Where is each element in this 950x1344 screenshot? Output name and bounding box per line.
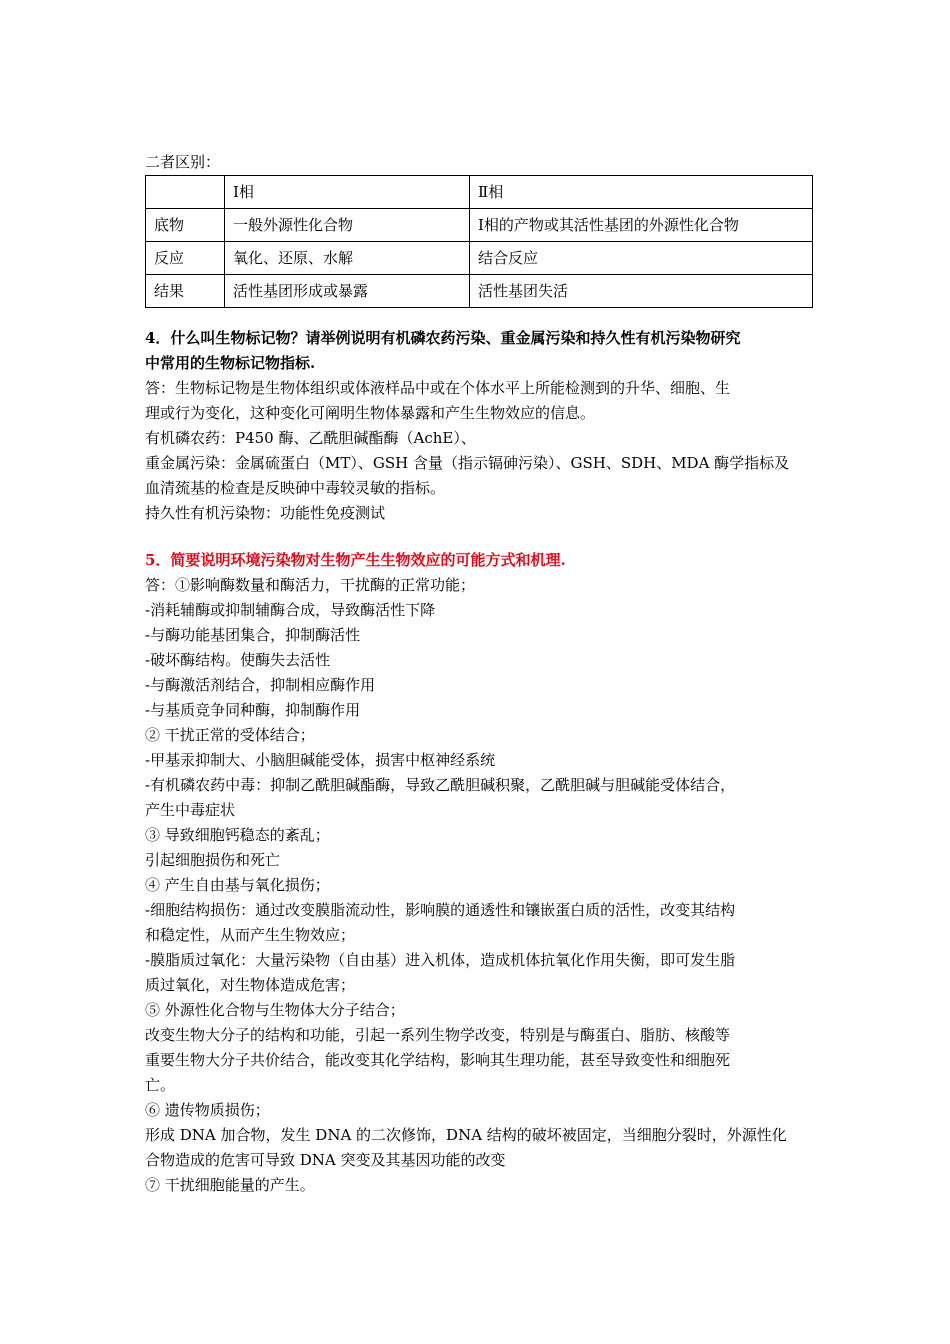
answer-line: -消耗辅酶或抑制辅酶合成，导致酶活性下降 (145, 601, 436, 619)
table-row (146, 242, 813, 275)
answer-line: 和稳定性，从而产生生物效应； (145, 926, 356, 944)
answer-line: -与基质竞争同种酶，抑制酶作用 (145, 701, 361, 719)
answer-line: 合物造成的危害可导致 DNA 突变及其基因功能的改变 (145, 1151, 506, 1169)
document-page (145, 150, 815, 1198)
phase-comparison-table (145, 175, 813, 308)
answer-line: -破坏酶结构。使酶失去活性 (145, 651, 331, 669)
question-4-line2: 中常用的生物标记物指标. (145, 354, 316, 372)
answer-line: 产生中毒症状 (145, 801, 236, 819)
answer-line: ② 干扰正常的受体结合； (145, 726, 315, 744)
table-cell: 底物 (146, 209, 225, 242)
answer-line: 血清巯基的检查是反映砷中毒较灵敏的指标。 (145, 479, 446, 497)
table-cell: 一般外源性化合物 (225, 209, 470, 242)
table-cell: Ⅰ相的产物或其活性基团的外源性化合物 (470, 209, 813, 242)
table-cell: 反应 (146, 242, 225, 275)
table-row (146, 275, 813, 308)
answer-line: ⑥ 遗传物质损伤； (145, 1101, 270, 1119)
answer-line: -甲基汞抑制大、小脑胆碱能受体，损害中枢神经系统 (145, 751, 496, 769)
answer-line: 亡。 (145, 1076, 176, 1094)
table-header-cell: Ⅰ相 (225, 176, 470, 209)
answer-line: ⑦ 干扰细胞能量的产生。 (145, 1176, 315, 1194)
table-header-row (146, 176, 813, 209)
table-cell: 结果 (146, 275, 225, 308)
table-cell: 活性基团失活 (470, 275, 813, 308)
answer-5 (145, 573, 815, 1198)
answer-line: 引起细胞损伤和死亡 (145, 851, 281, 869)
answer-line: 形成 DNA 加合物，发生 DNA 的二次修饰，DNA 结构的破坏被固定，当细胞分裂时，外源性化 (145, 1126, 787, 1144)
answer-line: 重要生物大分子共价结合，能改变其化学结构，影响其生理功能，甚至导致变性和细胞死 (145, 1051, 731, 1069)
answer-line: 有机磷农药：P450 酶、乙酰胆碱酯酶（AchE）、 (145, 429, 476, 447)
answer-line: 改变生物大分子的结构和功能，引起一系列生物学改变，特别是与酶蛋白、脂肪、核酸等 (145, 1026, 731, 1044)
spacer (145, 526, 815, 548)
compare-intro: 二者区别： (145, 153, 221, 171)
question-4-line1: 4．什么叫生物标记物？请举例说明有机磷农药污染、重金属污染和持久性有机污染物研究 (145, 329, 741, 347)
answer-line: -与酶激活剂结合，抑制相应酶作用 (145, 676, 376, 694)
answer-line: 质过氧化，对生物体造成危害； (145, 976, 356, 994)
answer-line: ③ 导致细胞钙稳态的紊乱； (145, 826, 330, 844)
answer-4 (145, 376, 815, 526)
answer-line: 持久性有机污染物：功能性免疫测试 (145, 504, 386, 522)
answer-line: 理或行为变化，这种变化可阐明生物体暴露和产生生物效应的信息。 (145, 404, 596, 422)
answer-line: 重金属污染：金属硫蛋白（MT）、GSH 含量（指示镉砷污染）、GSH、SDH、MDA 酶学指标及 (145, 454, 790, 472)
table-row (146, 209, 813, 242)
answer-line: -膜脂质过氧化：大量污染物（自由基）进入机体，造成机体抗氧化作用失衡，即可发生脂 (145, 951, 736, 969)
table-cell: 结合反应 (470, 242, 813, 275)
answer-line: ④ 产生自由基与氧化损伤； (145, 876, 330, 894)
question-5: 5．简要说明环境污染物对生物产生生物效应的可能方式和机理. (145, 551, 566, 569)
table-cell: 氧化、还原、水解 (225, 242, 470, 275)
answer-line: -与酶功能基团集合，抑制酶活性 (145, 626, 361, 644)
spacer (145, 308, 815, 326)
table-cell: 活性基团形成或暴露 (225, 275, 470, 308)
answer-line: 答：①影响酶数量和酶活力，干扰酶的正常功能； (145, 576, 476, 594)
answer-line: ⑤ 外源性化合物与生物体大分子结合； (145, 1001, 405, 1019)
table-header-cell (146, 176, 225, 209)
answer-line: -细胞结构损伤：通过改变膜脂流动性，影响膜的通透性和镶嵌蛋白质的活性，改变其结构 (145, 901, 736, 919)
answer-line: 答：生物标记物是生物体组织或体液样品中或在个体水平上所能检测到的升华、细胞、生 (145, 379, 731, 397)
table-header-cell: Ⅱ相 (470, 176, 813, 209)
answer-line: -有机磷农药中毒：抑制乙酰胆碱酯酶，导致乙酰胆碱积聚，乙酰胆碱与胆碱能受体结合， (145, 776, 736, 794)
